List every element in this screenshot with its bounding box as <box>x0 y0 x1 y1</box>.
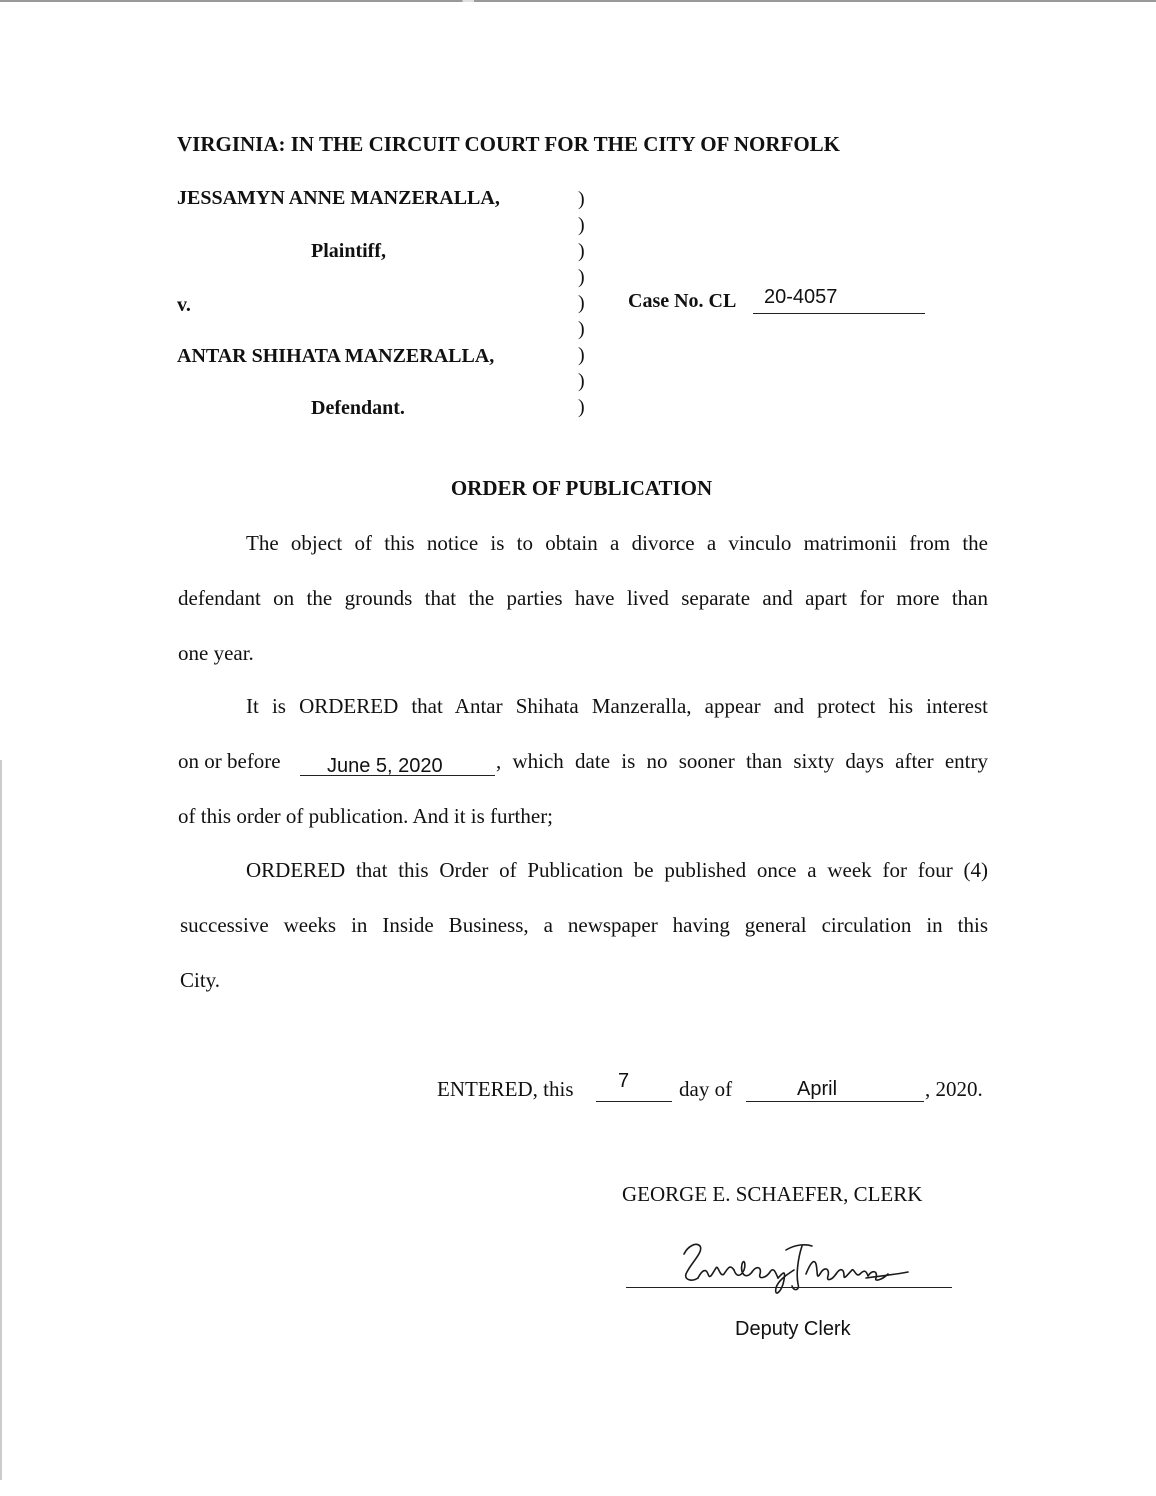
court-heading: VIRGINIA: IN THE CIRCUIT COURT FOR THE CITY OF NORFOLK <box>177 132 840 156</box>
entered-day-line <box>596 1101 672 1102</box>
signature-line <box>626 1287 952 1288</box>
scan-edge-top <box>0 0 1156 2</box>
paragraph-1-line-3: one year. <box>178 641 254 665</box>
clerk-name: GEORGE E. SCHAEFER, CLERK <box>622 1182 923 1206</box>
caption-paren: ) <box>578 266 585 288</box>
case-number-label: Case No. CL <box>628 290 737 312</box>
defendant-role: Defendant. <box>311 397 405 419</box>
case-number-line <box>753 313 925 314</box>
document-title: ORDER OF PUBLICATION <box>450 476 713 500</box>
case-number-value: 20-4057 <box>764 286 838 308</box>
entered-prefix: ENTERED, this <box>437 1077 574 1101</box>
scan-edge-left <box>0 760 2 1480</box>
entered-suffix: , 2020. <box>925 1077 983 1101</box>
signature-image <box>626 1234 956 1306</box>
entered-month-value: April <box>797 1078 838 1100</box>
plaintiff-role: Plaintiff, <box>311 240 386 262</box>
caption-paren: ) <box>578 292 585 314</box>
paragraph-2-line-2-end: , which date is no sooner than sixty days after entry <box>496 749 988 773</box>
caption-paren: ) <box>578 214 585 236</box>
paragraph-2-line-3: of this order of publication. And it is further; <box>178 804 554 828</box>
paragraph-1-line-2: defendant on the grounds that the parties have lived separate and apart for more than <box>178 586 988 610</box>
plaintiff-name: JESSAMYN ANNE MANZERALLA, <box>177 187 500 209</box>
appearance-date-value: June 5, 2020 <box>327 755 443 777</box>
entered-middle: day of <box>679 1077 733 1101</box>
entered-day-value: 7 <box>618 1070 630 1092</box>
caption-paren: ) <box>578 396 585 418</box>
deputy-clerk-label: Deputy Clerk <box>735 1318 851 1340</box>
caption-paren: ) <box>578 318 585 340</box>
caption-paren: ) <box>578 188 585 210</box>
paragraph-3-line-3: City. <box>180 968 221 992</box>
entered-month-line <box>746 1101 924 1102</box>
paragraph-3-line-1: ORDERED that this Order of Publication be published once a week for four (4) <box>246 858 988 882</box>
paragraph-1-line-1: The object of this notice is to obtain a divorce a vinculo matrimonii from the <box>246 531 988 555</box>
paragraph-2-line-2-start: on or before <box>178 749 281 773</box>
caption-paren: ) <box>578 240 585 262</box>
paragraph-2-line-1: It is ORDERED that Antar Shihata Manzeralla, appear and protect his interest <box>246 694 988 718</box>
versus-label: v. <box>177 294 191 316</box>
caption-paren: ) <box>578 370 585 392</box>
paragraph-3-line-2: successive weeks in Inside Business, a newspaper having general circulation in this <box>180 913 988 937</box>
defendant-name: ANTAR SHIHATA MANZERALLA, <box>177 345 495 367</box>
caption-paren: ) <box>578 344 585 366</box>
